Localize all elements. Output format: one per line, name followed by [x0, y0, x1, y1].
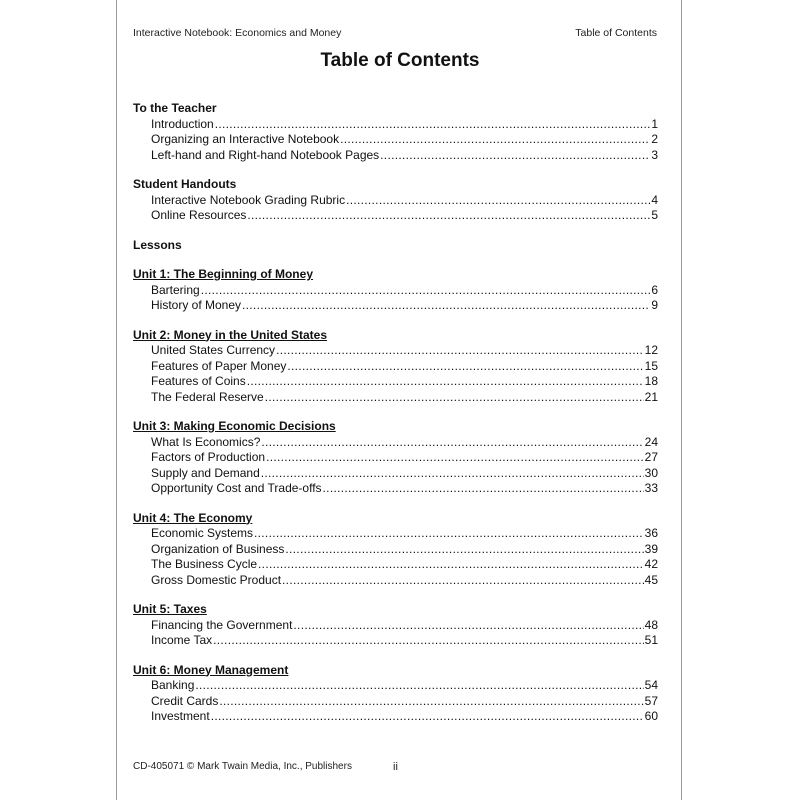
spacer	[133, 224, 658, 238]
toc-entry-page: 4	[651, 192, 658, 207]
toc-entry[interactable]	[133, 618, 658, 634]
footer-copyright: CD-405071 © Mark Twain Media, Inc., Publishers	[133, 761, 352, 772]
toc-entry-page: 45	[644, 572, 658, 587]
toc-entry-label: Credit Cards	[151, 693, 219, 708]
toc-entry-label: Gross Domestic Product	[151, 572, 282, 587]
table-of-contents	[133, 101, 658, 725]
dot-leader	[293, 618, 643, 634]
toc-entry-page: 42	[644, 557, 658, 571]
dot-leader	[261, 466, 644, 482]
toc-entry-label: History of Money	[151, 298, 242, 312]
toc-entry-label: Supply and Demand	[151, 465, 260, 480]
toc-entry[interactable]	[133, 481, 658, 497]
unit-heading-6: Unit 6: Money Management	[133, 662, 289, 677]
dot-leader	[195, 678, 643, 694]
toc-entry[interactable]	[133, 542, 658, 558]
toc-entry-label: Organization of Business	[151, 541, 285, 556]
dot-leader	[276, 343, 644, 359]
toc-entry-page: 3	[651, 147, 658, 162]
toc-entry-label: Opportunity Cost and Trade-offs	[151, 481, 322, 495]
toc-entry-page: 12	[644, 343, 658, 357]
dot-leader	[213, 633, 643, 649]
unit-heading-3: Unit 3: Making Economic Decisions	[133, 419, 336, 433]
dot-leader	[340, 132, 650, 148]
toc-entry-label: Investment	[151, 709, 210, 723]
dot-leader	[201, 283, 651, 299]
toc-entry-label: What Is Economics?	[151, 434, 261, 449]
running-header-right: Table of Contents	[575, 27, 657, 39]
spacer	[133, 649, 658, 663]
toc-entry-page: 6	[651, 282, 658, 297]
toc-entry[interactable]	[133, 678, 658, 694]
dot-leader	[346, 193, 650, 209]
toc-entry-page: 15	[644, 358, 658, 373]
toc-entry-label: Organizing an Interactive Notebook	[151, 132, 340, 146]
running-header-left: Interactive Notebook: Economics and Money	[133, 27, 342, 39]
dot-leader	[211, 709, 644, 725]
footer-page-number: ii	[393, 761, 398, 773]
toc-entry[interactable]	[133, 557, 658, 573]
toc-entry[interactable]	[133, 132, 658, 148]
toc-entry[interactable]	[133, 573, 658, 589]
toc-entry[interactable]	[133, 633, 658, 649]
toc-entry-label: Features of Paper Money	[151, 358, 287, 373]
toc-entry-page: 51	[644, 633, 658, 647]
toc-entry[interactable]	[133, 193, 658, 209]
toc-entry-page: 48	[644, 617, 658, 632]
toc-entry[interactable]	[133, 450, 658, 466]
toc-entry-label: Bartering	[151, 282, 200, 297]
dot-leader	[287, 359, 643, 375]
toc-entry[interactable]	[133, 283, 658, 299]
toc-entry-page: 60	[644, 709, 658, 723]
dot-leader	[247, 208, 650, 224]
toc-entry-page: 9	[651, 298, 658, 312]
unit-heading-5: Unit 5: Taxes	[133, 602, 207, 616]
toc-entry[interactable]	[133, 694, 658, 710]
dot-leader	[242, 298, 650, 314]
toc-entry[interactable]	[133, 359, 658, 375]
toc-entry[interactable]	[133, 117, 658, 133]
spacer	[133, 588, 658, 602]
toc-entry-page: 39	[644, 541, 658, 556]
dot-leader	[380, 148, 650, 164]
toc-entry-page: 24	[644, 434, 658, 449]
dot-leader	[323, 481, 644, 497]
spacer	[133, 163, 658, 177]
toc-entry-page: 1	[651, 116, 658, 131]
toc-entry-label: Interactive Notebook Grading Rubric	[151, 192, 346, 207]
toc-entry[interactable]	[133, 343, 658, 359]
toc-entry[interactable]	[133, 298, 658, 314]
toc-entry-label: The Federal Reserve	[151, 389, 264, 404]
toc-entry-page: 54	[644, 678, 658, 692]
spacer	[133, 497, 658, 511]
toc-entry-page: 57	[644, 693, 658, 708]
toc-entry-label: The Business Cycle	[151, 557, 258, 571]
dot-leader	[266, 450, 644, 466]
toc-entry[interactable]	[133, 435, 658, 451]
toc-entry-label: United States Currency	[151, 343, 276, 357]
unit-heading-1: Unit 1: The Beginning of Money	[133, 267, 313, 281]
toc-entry-page: 21	[644, 389, 658, 404]
toc-entry-page: 33	[644, 481, 658, 495]
toc-entry-label: Features of Coins	[151, 374, 246, 388]
toc-entry-label: Introduction	[151, 116, 214, 131]
section-heading-student-handouts: Student Handouts	[133, 177, 237, 191]
toc-entry-page: 30	[644, 465, 658, 480]
toc-entry-label: Banking	[151, 678, 195, 692]
toc-entry[interactable]	[133, 466, 658, 482]
dot-leader	[261, 435, 643, 451]
unit-heading-4: Unit 4: The Economy	[133, 510, 253, 525]
toc-entry-page: 27	[644, 450, 658, 464]
spacer	[133, 253, 658, 267]
toc-entry-label: Financing the Government	[151, 617, 293, 632]
spacer	[133, 314, 658, 328]
page-title: Table of Contents	[320, 50, 480, 71]
dot-leader	[254, 526, 644, 542]
toc-entry-page: 18	[644, 374, 658, 388]
toc-entry[interactable]	[133, 709, 658, 725]
dot-leader	[247, 374, 644, 390]
toc-entry-label: Economic Systems	[151, 526, 254, 540]
toc-entry-page: 2	[651, 132, 658, 146]
toc-entry-label: Factors of Production	[151, 450, 266, 464]
section-heading-lessons: Lessons	[133, 237, 182, 252]
dot-leader	[265, 390, 644, 406]
toc-entry[interactable]	[133, 526, 658, 542]
dot-leader	[215, 117, 651, 133]
toc-entry[interactable]	[133, 148, 658, 164]
toc-entry-page: 36	[644, 526, 658, 540]
toc-entry-label: Online Resources	[151, 208, 247, 222]
toc-entry-page: 5	[651, 208, 658, 222]
spacer	[133, 405, 658, 419]
dot-leader	[219, 694, 643, 710]
unit-heading-2: Unit 2: Money in the United States	[133, 327, 328, 342]
toc-entry[interactable]	[133, 374, 658, 390]
toc-entry[interactable]	[133, 390, 658, 406]
toc-entry-label: Left-hand and Right-hand Notebook Pages	[151, 147, 380, 162]
dot-leader	[282, 573, 644, 589]
toc-entry[interactable]	[133, 208, 658, 224]
section-heading-to-the-teacher: To the Teacher	[133, 101, 217, 115]
toc-entry-label: Income Tax	[151, 633, 213, 647]
dot-leader	[258, 557, 644, 573]
dot-leader	[285, 542, 643, 558]
